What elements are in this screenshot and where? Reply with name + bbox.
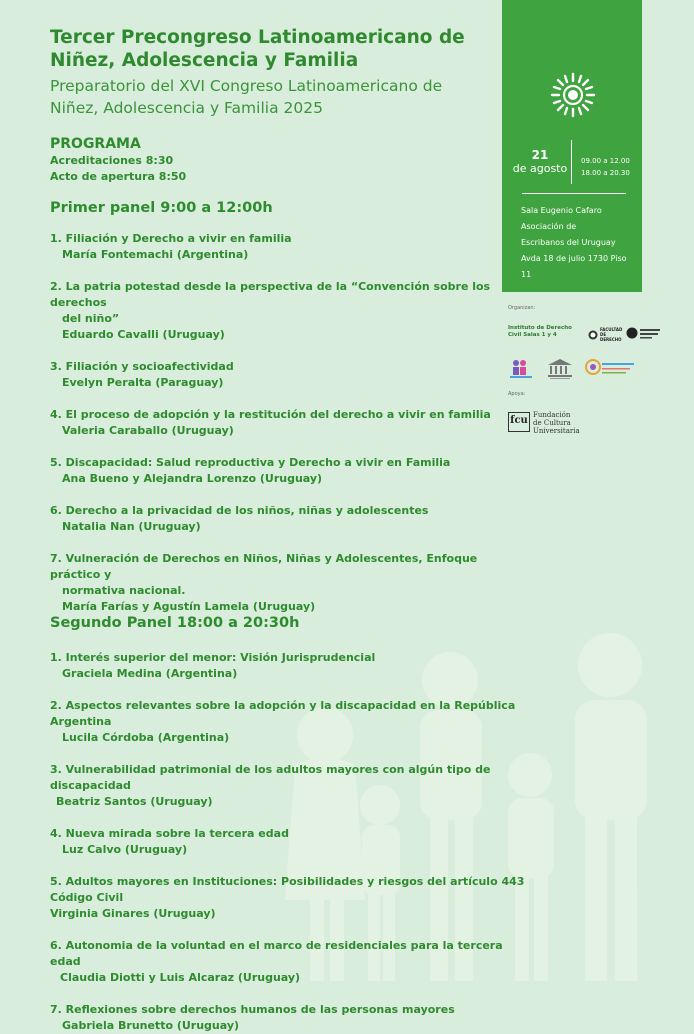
facultad-derecho-logo [588,326,626,342]
list-item [50,407,495,439]
panel1-list [50,231,495,615]
panel1-title: Primer panel 9:00 a 12:00h [50,200,273,216]
building-logo-icon [546,357,574,381]
talk-topic: 7. Vulneración de Derechos en Niños, Niñas y Adolescentes, Enfoque práctico y [50,552,478,581]
instituto-line-2: Civil Salas 1 y 4 [508,332,557,338]
talk-speaker: Evelyn Peralta (Paraguay) [62,376,224,389]
talk-speaker: Valeria Caraballo (Uruguay) [62,424,234,437]
fcu-logo: fcu [508,412,530,432]
talk-topic: 4. El proceso de adopción y la restitución del derecho a vivir en familia [50,408,491,421]
universidad-seal-icon [626,326,662,340]
venue-line: Sala Eugenio Cafaro [521,206,602,215]
panel2-title: Segundo Panel 18:00 a 20:30h [50,615,300,631]
talk-speaker: Lucila Córdoba (Argentina) [62,731,230,744]
page-subtitle [50,75,495,119]
talk-topic: 6. Autonomia de la voluntad en el marco de residenciales para la tercera edad [50,939,503,968]
talk-speaker: Virginia Ginares (Uruguay) [50,907,216,920]
page-title [50,26,495,72]
event-times [581,155,630,179]
subtitle-line-2: Niñez, Adolescencia y Familia 2025 [50,99,323,117]
event-info-sidebar [502,0,642,292]
list-item [50,1002,530,1034]
list-item [50,231,495,263]
talk-speaker: Eduardo Cavalli (Uruguay) [62,328,225,341]
list-item [50,650,530,682]
organizers-label: Organizan: [508,305,536,311]
list-item [50,938,530,986]
talk-topic: 2. La patria potestad desde la perspectiva de la “Convención sobre los derechos [50,280,491,309]
sun-logo-icon [550,72,596,118]
talk-topic: 1. Interés superior del menor: Visión Jurisprudencial [50,651,376,664]
talk-topic: 3. Vulnerabilidad patrimonial de los adultos mayores con algún tipo de discapacidad [50,763,491,792]
panel2-section [50,614,530,1034]
time-morning: 09.00 a 12.00 [581,157,630,165]
talk-speaker: Graciela Medina (Argentina) [62,667,238,680]
instituto-line-1: Instituto de Derecho [508,325,572,331]
talk-topic: 3. Filiación y socioafectividad [50,360,234,373]
talk-speaker: María Farías y Agustín Lamela (Uruguay) [62,600,316,613]
talk-topic: 5. Discapacidad: Salud reproductiva y Derecho a vivir en Familia [50,456,451,469]
talk-topic: 4. Nueva mirada sobre la tercera edad [50,827,289,840]
talk-speaker: Gabriela Brunetto (Uruguay) [62,1019,240,1032]
list-item [50,874,530,922]
fcu-line-2: de Cultura [533,419,571,427]
organizers-section [508,305,688,445]
list-item [50,503,495,535]
fcu-line-1: Fundación [533,411,571,419]
talk-speaker: Natalia Nan (Uruguay) [62,520,201,533]
panel2-list [50,650,530,1034]
people-logo-icon [508,357,534,381]
venue-line: Escribanos del Uruguay [521,238,616,247]
talk-speaker: Claudia Diotti y Luis Alcaraz (Uruguay) [60,971,301,984]
divider-horizontal [522,193,626,194]
talk-speaker: Beatriz Santos (Uruguay) [56,795,213,808]
talk-topic: 2. Aspectos relevantes sobre la adopción y la discapacidad en la República Argentina [50,699,516,728]
venue-line: 11 [521,270,532,279]
talk-topic: 1. Filiación y Derecho a vivir en familia [50,232,292,245]
partner-logo-1 [508,357,534,381]
support-label: Apoya: [508,391,526,397]
list-item [50,279,495,343]
fcu-line-3: Universitaria [533,427,580,435]
talk-speaker: María Fontemachi (Argentina) [62,248,249,261]
list-item [50,359,495,391]
fcu-name [533,411,580,435]
talk-topic: 7. Reflexiones sobre derechos humanos de las personas mayores [50,1003,455,1016]
subtitle-line-1: Preparatorio del XVI Congreso Latinoamericano de [50,77,443,95]
main-content [50,26,495,615]
programa-heading: PROGRAMA [50,136,141,152]
event-day: 21 [531,148,549,162]
talk-topic: 5. Adultos mayores en Instituciones: Posibilidades y riesgos del artículo 443 Código Civil [50,875,525,904]
partner-logo-3 [584,355,638,381]
universidad-logo [626,325,662,339]
list-item [50,698,530,746]
title-line-1: Tercer Precongreso Latinoamericano de [50,27,465,48]
event-venue [521,203,633,283]
title-line-2: Niñez, Adolescencia y Familia [50,50,359,71]
venue-line: Asociación de [521,222,577,231]
event-month: de agosto [512,162,568,175]
instituto-logo [508,325,572,339]
talk-topic-continued: normativa nacional. [62,584,186,597]
list-item [50,826,530,858]
facultad-text: FACULTAD DE DERECHO [600,327,623,342]
list-item [50,551,495,615]
divider-vertical [571,140,572,184]
list-item [50,762,530,810]
venue-line: Avda 18 de julio 1730 Piso [521,254,627,263]
event-date [510,148,570,176]
colorful-logo-icon [584,355,638,381]
partner-logo-2 [546,357,574,381]
apertura-time: Acto de apertura 8:50 [50,170,187,183]
talk-topic: 6. Derecho a la privacidad de los niños, niñas y adolescentes [50,504,429,517]
talk-speaker: Ana Bueno y Alejandra Lorenzo (Uruguay) [62,472,323,485]
talk-speaker: Luz Calvo (Uruguay) [62,843,188,856]
time-evening: 18.00 a 20.30 [581,169,630,177]
list-item [50,455,495,487]
talk-topic-continued: del niño” [62,312,120,325]
acreditaciones-time: Acreditaciones 8:30 [50,154,174,167]
